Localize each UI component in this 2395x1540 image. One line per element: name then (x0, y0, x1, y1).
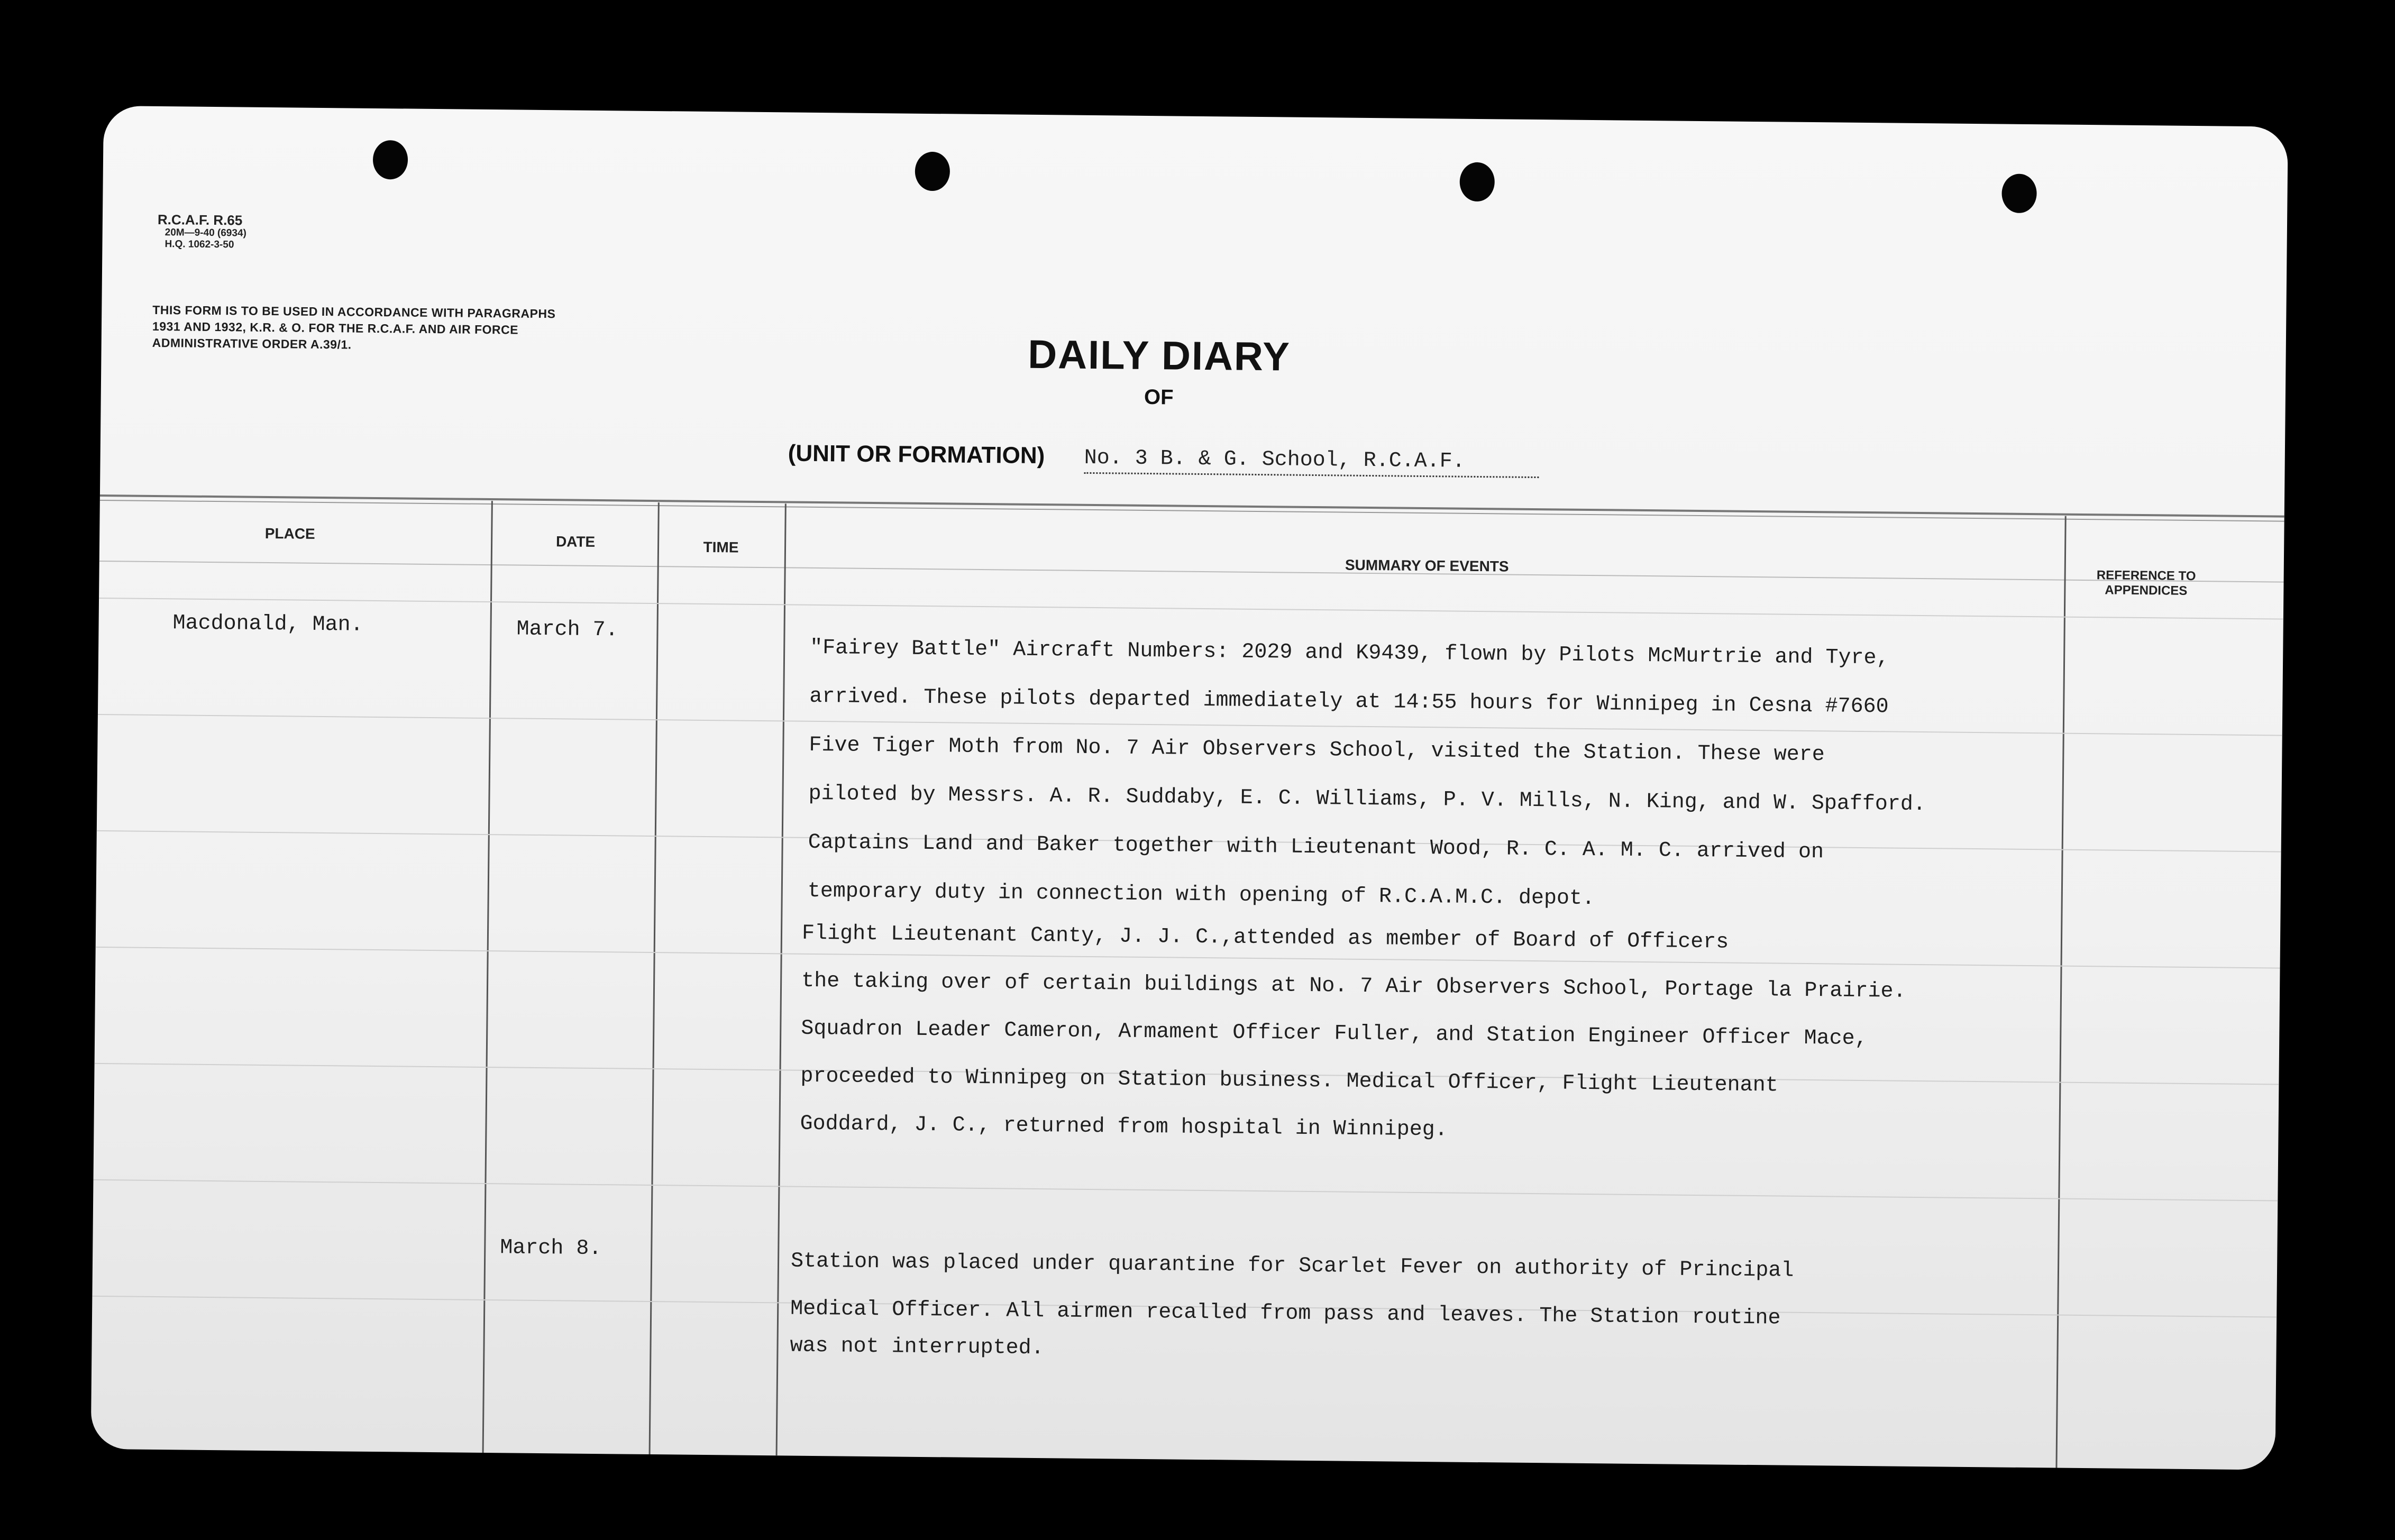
column-divider (649, 502, 660, 1454)
summary-line: Goddard, J. C., returned from hospital in Winnipeg. (800, 1112, 1448, 1142)
entry-date: March 8. (500, 1236, 602, 1261)
ruled-line (96, 947, 2280, 969)
print-code: 20M—9-40 (6934) (164, 227, 247, 239)
entry-place: Macdonald, Man. (172, 611, 363, 637)
summary-line: Station was placed under quarantine for Scarlet Fever on authority of Principal (790, 1249, 1794, 1283)
summary-line: Squadron Leader Cameron, Armament Officer Fuller, and Station Engineer Officer Mace, (801, 1016, 1868, 1051)
diary-form-card (91, 106, 2288, 1470)
column-header-reference: REFERENCE TO APPENDICES (2096, 568, 2196, 598)
unit-label: (UNIT OR FORMATION) (788, 440, 1045, 469)
column-divider (776, 503, 787, 1455)
ruled-line (99, 598, 2283, 620)
ruled-line (98, 714, 2282, 736)
summary-line: temporary duty in connection with opening of R.C.A.M.C. depot. (807, 879, 1595, 911)
summary-line: "Fairey Battle" Aircraft Numbers: 2029 and K9439, flown by Pilots McMurtrie and Tyre, (810, 636, 1889, 671)
column-header-date: DATE (555, 533, 596, 550)
punch-hole (1459, 162, 1495, 202)
column-header-summary: SUMMARY OF EVENTS (1345, 556, 1509, 575)
punch-hole (2001, 173, 2037, 213)
column-header-place: PLACE (264, 525, 315, 542)
summary-line: Medical Officer. All airmen recalled from pass and leaves. The Station routine (790, 1297, 1781, 1331)
form-number: R.C.A.F. R.65 (157, 211, 243, 228)
hq-code: H.Q. 1062-3-50 (164, 239, 234, 251)
punch-hole (915, 152, 950, 191)
form-identifier (157, 212, 246, 251)
punch-hole (373, 140, 408, 180)
table-top-rule (100, 494, 2284, 518)
column-divider (482, 501, 493, 1453)
unit-value: No. 3 B. & G. School, R.C.A.F. (1084, 446, 1539, 478)
page-title-of: OF (1144, 385, 1174, 409)
summary-line: arrived. These pilots departed immediately at 14:55 hours for Winnipeg in Cesna #7660 (809, 684, 1889, 719)
summary-line: Five Tiger Moth from No. 7 Air Observers School, visited the Station. These were (809, 733, 1825, 767)
summary-line: was not interrupted. (790, 1334, 1044, 1361)
page-title: DAILY DIARY (1027, 332, 1291, 380)
summary-line: proceeded to Winnipeg on Station business. Medical Officer, Flight Lieutenant (800, 1064, 1778, 1098)
ruled-line (93, 1179, 2278, 1202)
usage-note: THIS FORM IS TO BE USED IN ACCORDANCE WITH PARAGRAPHS 1931 AND 1932, K.R. & O. FOR THE R.C.A.F. AND AIR FORCE ADMINISTRATIVE ORDER A.39/1. (152, 302, 556, 352)
summary-line: piloted by Messrs. A. R. Suddaby, E. C. Williams, P. V. Mills, N. King, and W. Spafford. (808, 782, 1926, 817)
summary-line: the taking over of certain buildings at No. 7 Air Observers School, Portage la Prairie. (801, 969, 1906, 1004)
summary-line: Captains Land and Baker together with Lieutenant Wood, R. C. A. M. C. arrived on (808, 830, 1824, 865)
column-divider (2055, 516, 2066, 1468)
summary-line: Flight Lieutenant Canty, J. J. C.,attended as member of Board of Officers (801, 921, 1729, 955)
column-header-time: TIME (703, 538, 739, 556)
entry-date: March 7. (516, 617, 618, 643)
table-top-rule-2 (100, 500, 2284, 522)
